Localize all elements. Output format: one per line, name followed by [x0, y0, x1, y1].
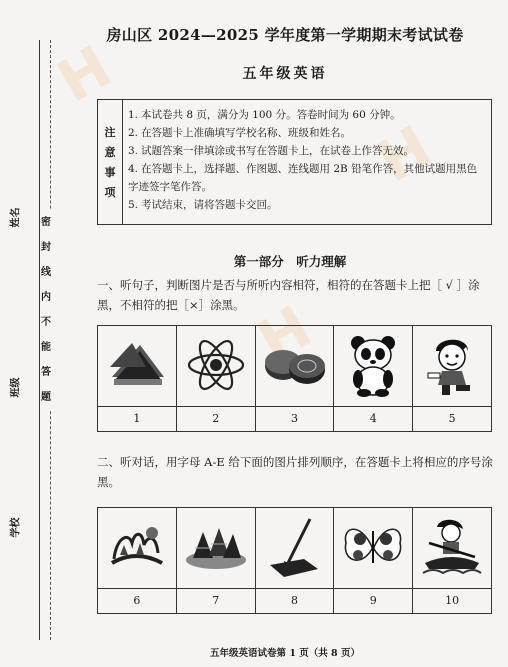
note-item: 1. 本试卷共 8 页，满分为 100 分。答卷时间为 60 分钟。 [128, 109, 401, 121]
image-number: 7 [177, 588, 255, 613]
image-cell [98, 326, 177, 431]
image-number: 8 [256, 588, 334, 613]
seal-line-text: 密 封 线 内 不 能 答 题 [40, 210, 52, 410]
exam-subtitle: 五年级英语 [242, 66, 328, 82]
note-item: 3. 试题答案一律填涂或书写在答题卡上，在试卷上作答无效。 [128, 145, 414, 157]
section-title: 第一部分 听力理解 [233, 254, 347, 269]
atom-icon [177, 326, 255, 404]
question-2-text: 二、听对话，用字母 A-E 给下面的图片排列顺序，在答题卡上将相应的序号涂黑。 [97, 455, 493, 489]
image-number: 10 [413, 588, 491, 613]
class-label: 班级 [10, 377, 22, 398]
image-cell [413, 508, 491, 613]
image-cell [98, 508, 177, 613]
image-number: 3 [256, 406, 334, 431]
note-item: 4. 在答题卡上，选择题、作图题、连线题用 2B 铅笔作答，其他试题用黑色字迹签字笔作答。 [128, 163, 478, 193]
dragon-boat-painting-icon [98, 508, 176, 586]
image-cell [256, 508, 335, 613]
girl-rowing-icon [413, 508, 491, 586]
watermark: H [366, 112, 443, 196]
question-2-images [97, 507, 492, 614]
question-1-images [97, 325, 492, 432]
name-label: 姓名 [10, 207, 22, 228]
image-cell [334, 326, 413, 431]
ink-brush-icon [256, 508, 334, 586]
boy-kung-fu-icon [413, 326, 491, 404]
sandwich-icon [98, 326, 176, 404]
zongzi-icon [177, 508, 255, 586]
watermark: H [46, 32, 123, 116]
question-1-text: 一、听句子，判断图片是否与所听内容相符，相符的在答题卡上把［ √ ］涂黑，不相符的把［×］涂黑。 [97, 278, 480, 312]
image-number: 5 [413, 406, 491, 431]
image-cell [334, 508, 413, 613]
image-number: 2 [177, 406, 255, 431]
image-cell [177, 508, 256, 613]
school-label: 学校 [10, 517, 22, 538]
image-number: 1 [98, 406, 176, 431]
image-cell [177, 326, 256, 431]
notes-list [128, 106, 484, 214]
notes-heading: 注 意 事 项 [98, 100, 123, 224]
page-footer: 五年级英语试卷第 1 页（共 8 页） [210, 648, 360, 659]
image-cell [256, 326, 335, 431]
note-item: 5. 考试结束，请将答题卡交回。 [128, 199, 278, 211]
watermark: H [246, 292, 323, 376]
mooncakes-icon [256, 326, 334, 404]
image-number: 9 [334, 588, 412, 613]
butterfly-dumplings-icon [334, 508, 412, 586]
note-item: 2. 在答题卡上准确填写学校名称、班级和姓名。 [128, 127, 351, 139]
image-number: 4 [334, 406, 412, 431]
panda-icon [334, 326, 412, 404]
exam-title: 房山区 2024—2025 学年度第一学期期末考试试卷 [106, 26, 464, 44]
notes-box [97, 99, 492, 225]
binding-margin [0, 0, 60, 667]
image-number: 6 [98, 588, 176, 613]
image-cell [413, 326, 491, 431]
